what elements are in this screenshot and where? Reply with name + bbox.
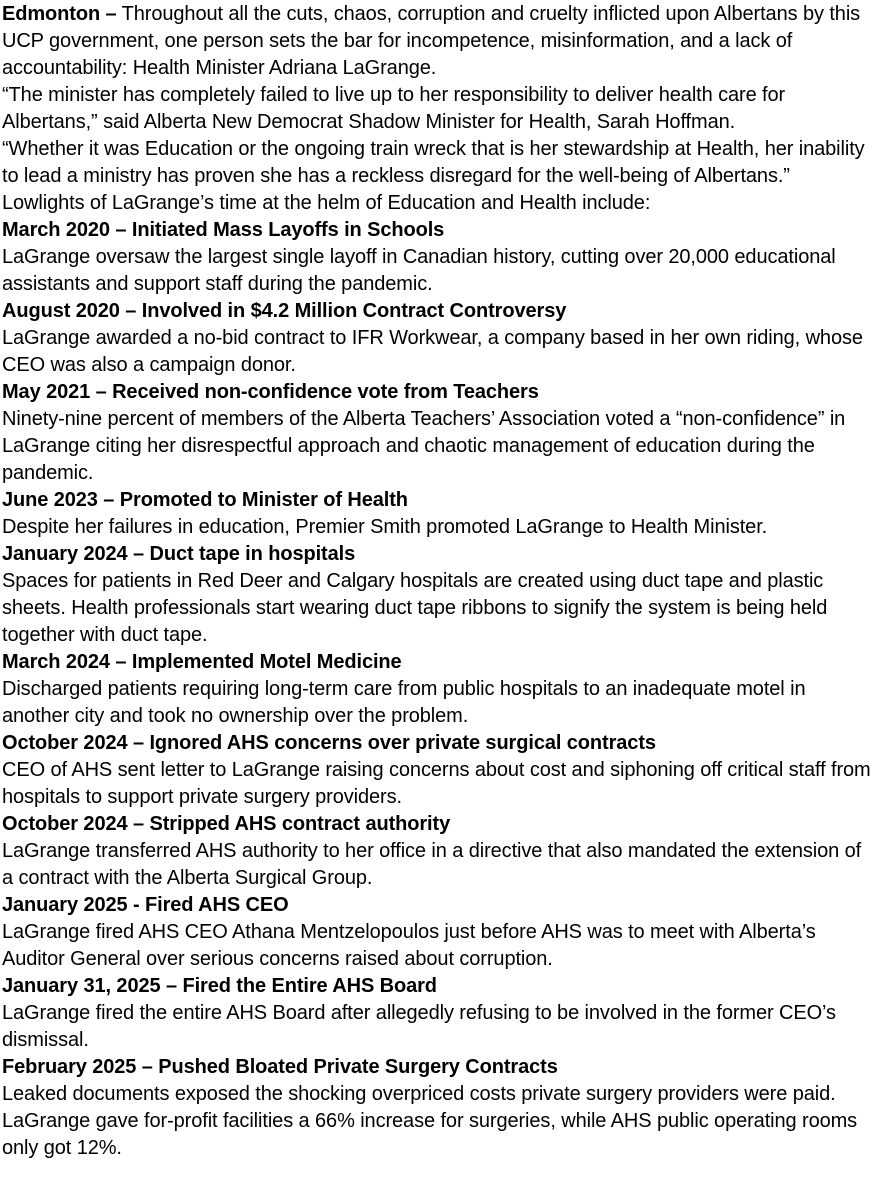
item-body: LaGrange fired AHS CEO Athana Mentzelopoulos just before AHS was to meet with Alberta’s Auditor General over serious concerns raised about corruption. — [2, 921, 816, 970]
intro-paragraph — [2, 1, 872, 82]
item-body: LaGrange awarded a no-bid contract to IFR Workwear, a company based in her own riding, whose CEO was also a campaign donor. — [2, 327, 863, 376]
item-heading: June 2023 – Promoted to Minister of Health — [2, 489, 408, 511]
item-heading: January 2025 - Fired AHS CEO — [2, 894, 289, 916]
item-body: Despite her failures in education, Premier Smith promoted LaGrange to Health Minister. — [2, 516, 768, 538]
quote-paragraph-1: “The minister has completely failed to live up to her responsibility to deliver health care for Albertans,” said Alberta New Democrat Shadow Minister for Health, Sarah Hoffman. — [2, 84, 786, 133]
intro-text: Throughout all the cuts, chaos, corruption and cruelty inflicted upon Albertans by this UCP government, one person sets the bar for incompetence, misinformation, and a lack of accountability: Health Minister Adriana LaGrange. — [2, 3, 861, 79]
item-heading: May 2021 – Received non-confidence vote from Teachers — [2, 381, 539, 403]
item-body: Leaked documents exposed the shocking overpriced costs private surgery providers were paid. LaGrange gave for-profit facilities a 66% increase for surgeries, while AHS public operating rooms only got 12%. — [2, 1083, 858, 1159]
dateline: Edmonton – — [2, 3, 117, 25]
item-heading: August 2020 – Involved in $4.2 Million Contract Controversy — [2, 300, 567, 322]
item-heading: March 2020 – Initiated Mass Layoffs in Schools — [2, 219, 445, 241]
lowlights-intro: Lowlights of LaGrange’s time at the helm of Education and Health include: — [2, 192, 651, 214]
quote-paragraph-2: “Whether it was Education or the ongoing train wreck that is her stewardship at Health, her inability to lead a ministry has proven she has a reckless disregard for the well-being of Albertans.” — [2, 138, 865, 187]
item-heading: January 31, 2025 – Fired the Entire AHS Board — [2, 975, 437, 997]
item-body: LaGrange oversaw the largest single layoff in Canadian history, cutting over 20,000 educational assistants and support staff during the pandemic. — [2, 246, 836, 295]
item-heading: February 2025 – Pushed Bloated Private Surgery Contracts — [2, 1056, 558, 1078]
item-body: Discharged patients requiring long-term care from public hospitals to an inadequate motel in another city and took no ownership over the problem. — [2, 678, 806, 727]
item-heading: October 2024 – Ignored AHS concerns over private surgical contracts — [2, 732, 656, 754]
item-body: CEO of AHS sent letter to LaGrange raising concerns about cost and siphoning off critical staff from hospitals to support private surgery providers. — [2, 759, 871, 808]
item-body: Ninety-nine percent of members of the Alberta Teachers’ Association voted a “non-confidence” in LaGrange citing her disrespectful approach and chaotic management of education during the pandemic. — [2, 408, 846, 484]
item-heading: January 2024 – Duct tape in hospitals — [2, 543, 356, 565]
item-heading: October 2024 – Stripped AHS contract authority — [2, 813, 451, 835]
item-body: LaGrange transferred AHS authority to her office in a directive that also mandated the extension of a contract with the Alberta Surgical Group. — [2, 840, 862, 889]
item-body: Spaces for patients in Red Deer and Calgary hospitals are created using duct tape and plastic sheets. Health professionals start wearing duct tape ribbons to signify the system is being held together with duct tape. — [2, 570, 828, 646]
item-heading: March 2024 – Implemented Motel Medicine — [2, 651, 402, 673]
item-body: LaGrange fired the entire AHS Board after allegedly refusing to be involved in the former CEO’s dismissal. — [2, 1002, 836, 1051]
